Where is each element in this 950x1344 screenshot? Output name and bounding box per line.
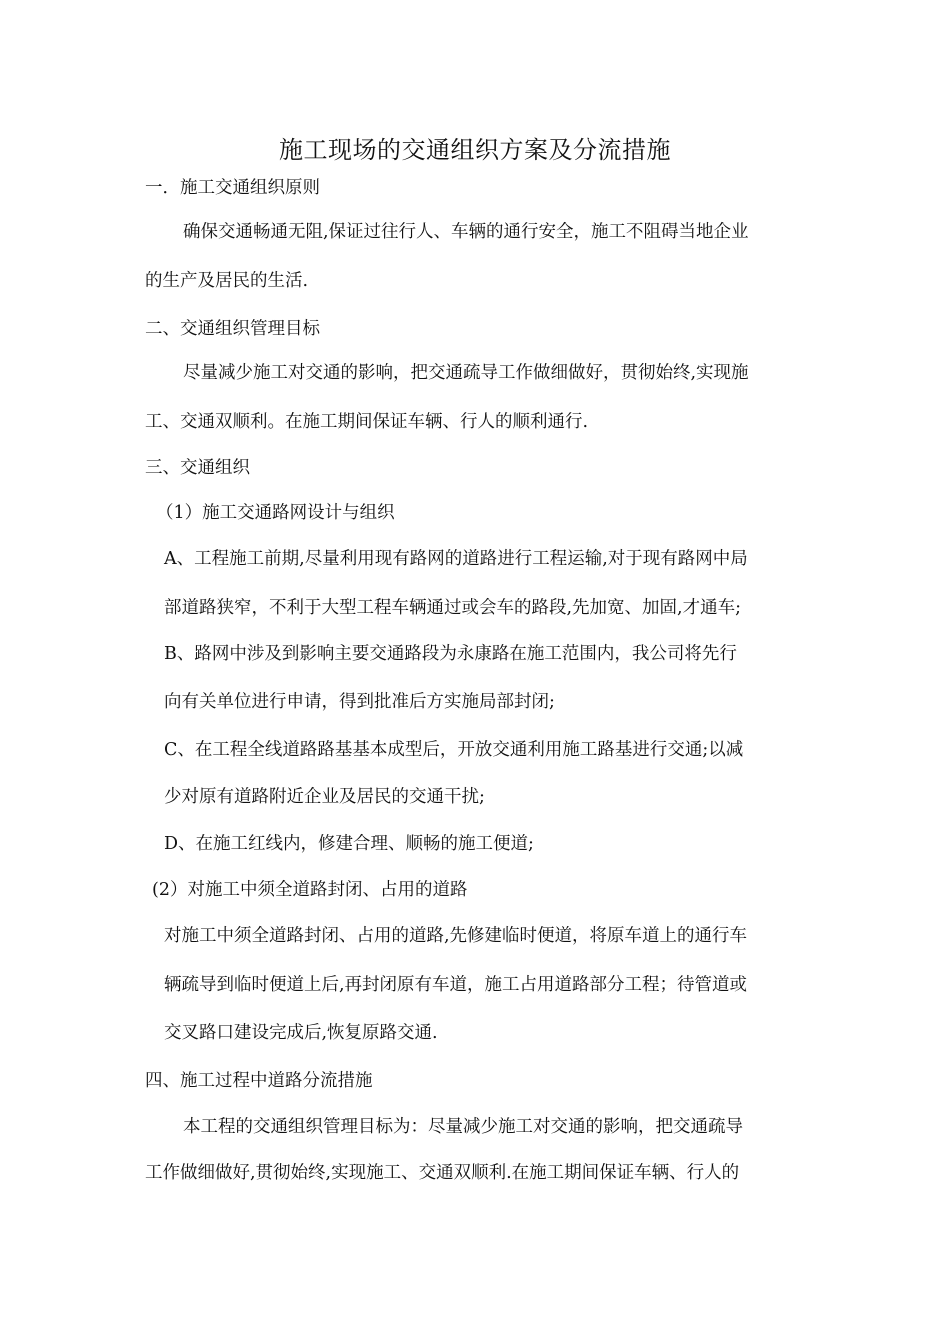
paragraph-line: 交叉路口建设完成后,恢复原路交通.	[164, 1023, 438, 1043]
subheading-1: （1）施工交通路网设计与组织	[156, 503, 395, 523]
paragraph-line: 工作做细做好,贯彻始终,实现施工、交通双顺利.在施工期间保证车辆、行人的	[145, 1163, 740, 1183]
subheading-2: (2）对施工中须全道路封闭、占用的道路	[152, 880, 468, 900]
heading-2: 二、交通组织管理目标	[145, 319, 320, 339]
paragraph-line: 确保交通畅通无阻,保证过往行人、车辆的通行安全，施工不阻碍当地企业	[183, 222, 749, 242]
paragraph-line: 工、交通双顺利。在施工期间保证车辆、行人的顺利通行.	[145, 412, 589, 432]
heading-1: 一．施工交通组织原则	[145, 178, 320, 198]
document-title: 施工现场的交通组织方案及分流措施	[279, 136, 671, 164]
heading-3: 三、交通组织	[145, 458, 250, 478]
list-item-a: A、工程施工前期,尽量利用现有路网的道路进行工程运输,对于现有路网中局	[164, 549, 748, 569]
list-item-b-cont: 向有关单位进行申请，得到批准后方实施局部封闭;	[164, 692, 555, 712]
list-item-c-cont: 少对原有道路附近企业及居民的交通干扰;	[164, 787, 485, 807]
paragraph-line: 尽量减少施工对交通的影响，把交通疏导工作做细做好，贯彻始终,实现施	[183, 363, 749, 383]
list-item-b: B、路网中涉及到影响主要交通路段为永康路在施工范围内，我公司将先行	[164, 644, 737, 664]
paragraph-line: 辆疏导到临时便道上后,再封闭原有车道，施工占用道路部分工程；待管道或	[164, 975, 748, 995]
list-item-d: D、在施工红线内，修建合理、顺畅的施工便道;	[164, 834, 534, 854]
paragraph-line: 对施工中须全道路封闭、占用的道路,先修建临时便道，将原车道上的通行车	[164, 926, 748, 946]
list-item-a-cont: 部道路狭窄，不利于大型工程车辆通过或会车的路段,先加宽、加固,才通车;	[164, 598, 742, 618]
list-item-c: C、在工程全线道路路基基本成型后，开放交通利用施工路基进行交通;以减	[164, 740, 744, 760]
heading-4: 四、施工过程中道路分流措施	[145, 1071, 373, 1091]
paragraph-line: 本工程的交通组织管理目标为：尽量减少施工对交通的影响，把交通疏导	[183, 1117, 743, 1137]
paragraph-line: 的生产及居民的生活.	[145, 271, 309, 291]
